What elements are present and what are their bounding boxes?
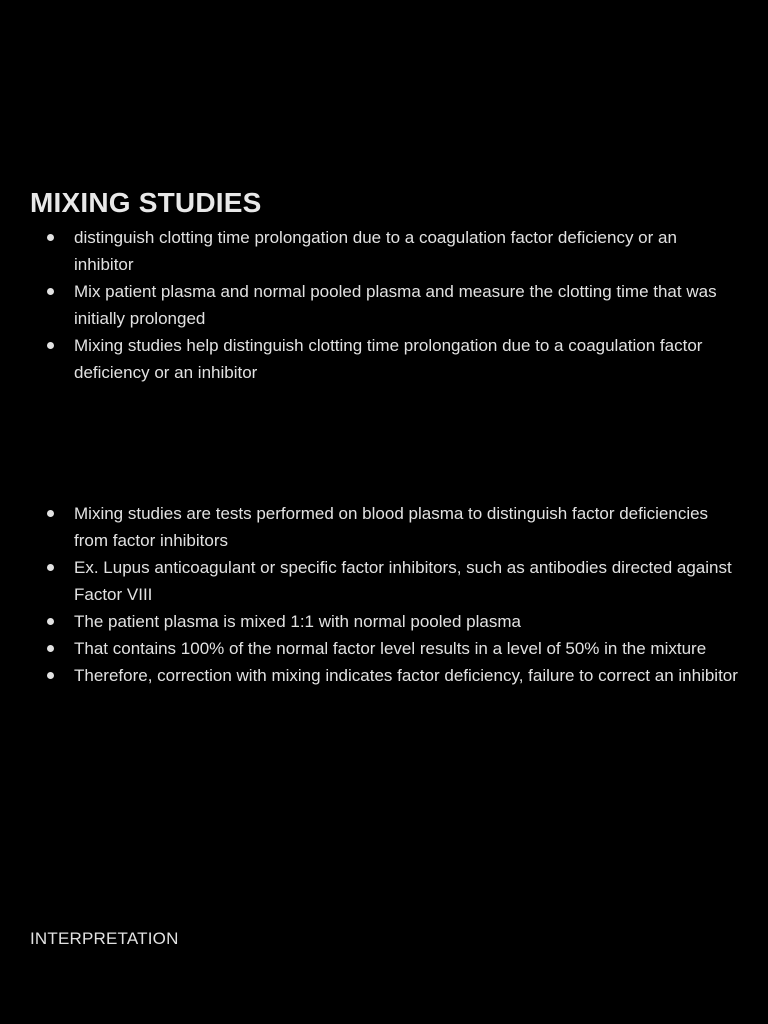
bullet-list-overview [30, 224, 740, 386]
list-item: Mixing studies help distinguish clotting time prolongation due to a coagulation factor deficiency or an inhibitor [30, 332, 740, 386]
slide-title: MIXING STUDIES [30, 187, 262, 218]
list-item: The patient plasma is mixed 1:1 with normal pooled plasma [30, 608, 740, 635]
bullet-list-details [30, 500, 740, 689]
list-item: Mixing studies are tests performed on blood plasma to distinguish factor deficiencies from factor inhibitors [30, 500, 740, 554]
list-item: That contains 100% of the normal factor level results in a level of 50% in the mixture [30, 635, 740, 662]
list-item: Mix patient plasma and normal pooled plasma and measure the clotting time that was initially prolonged [30, 278, 740, 332]
list-item: Therefore, correction with mixing indicates factor deficiency, failure to correct an inhibitor [30, 662, 740, 689]
section-label-interpretation: INTERPRETATION [30, 929, 179, 948]
list-item: Ex. Lupus anticoagulant or specific factor inhibitors, such as antibodies directed against Factor VIII [30, 554, 740, 608]
list-item: distinguish clotting time prolongation due to a coagulation factor deficiency or an inhibitor [30, 224, 740, 278]
